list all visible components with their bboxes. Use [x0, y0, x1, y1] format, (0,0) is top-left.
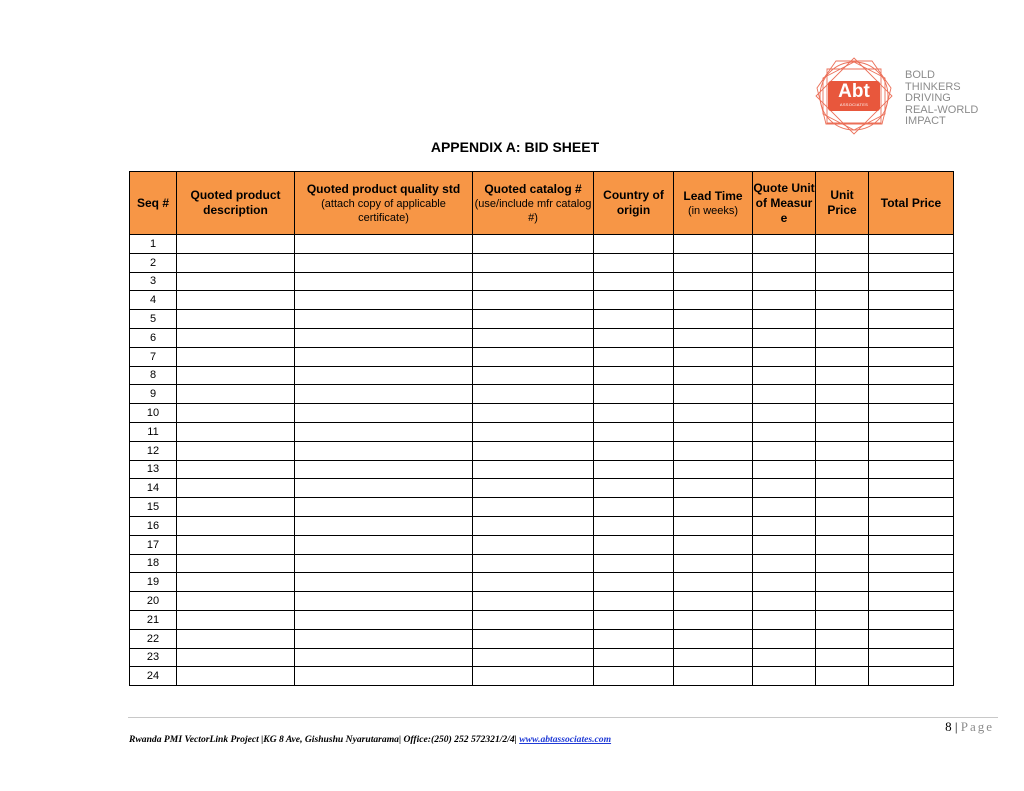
country-of-origin-cell[interactable]: [594, 291, 674, 310]
catalog-number-cell[interactable]: [473, 328, 594, 347]
unit-price-cell[interactable]: [816, 592, 869, 611]
total-price-cell[interactable]: [869, 554, 954, 573]
catalog-number-cell[interactable]: [473, 535, 594, 554]
lead-time-cell[interactable]: [674, 253, 753, 272]
lead-time-cell[interactable]: [674, 535, 753, 554]
unit-price-cell[interactable]: [816, 404, 869, 423]
table-row: [130, 235, 954, 254]
lead-time-cell[interactable]: [674, 272, 753, 291]
catalog-number-cell[interactable]: [473, 573, 594, 592]
unit-price-cell[interactable]: [816, 516, 869, 535]
total-price-cell[interactable]: [869, 498, 954, 517]
product-description-cell[interactable]: [177, 422, 295, 441]
total-price-cell[interactable]: [869, 253, 954, 272]
total-price-cell[interactable]: [869, 460, 954, 479]
unit-price-cell[interactable]: [816, 441, 869, 460]
total-price-cell[interactable]: [869, 592, 954, 611]
unit-price-cell[interactable]: [816, 291, 869, 310]
unit-of-measure-cell[interactable]: [753, 479, 816, 498]
table-row: [130, 310, 954, 329]
table-row: [130, 592, 954, 611]
seq-number-cell: 24: [130, 667, 177, 686]
catalog-number-cell[interactable]: [473, 310, 594, 329]
country-of-origin-cell[interactable]: [594, 498, 674, 517]
quality-std-cell[interactable]: [295, 385, 473, 404]
seq-number-cell: 3: [130, 272, 177, 291]
lead-time-cell[interactable]: [674, 404, 753, 423]
unit-of-measure-cell[interactable]: [753, 441, 816, 460]
table-row: [130, 291, 954, 310]
product-description-cell[interactable]: [177, 310, 295, 329]
lead-time-cell[interactable]: [674, 460, 753, 479]
lead-time-cell[interactable]: [674, 592, 753, 611]
country-of-origin-cell[interactable]: [594, 535, 674, 554]
product-description-cell[interactable]: [177, 498, 295, 517]
catalog-number-cell[interactable]: [473, 441, 594, 460]
product-description-cell[interactable]: [177, 328, 295, 347]
unit-price-cell[interactable]: [816, 498, 869, 517]
quality-std-cell[interactable]: [295, 498, 473, 517]
total-price-cell[interactable]: [869, 422, 954, 441]
product-description-cell[interactable]: [177, 592, 295, 611]
product-description-cell[interactable]: [177, 347, 295, 366]
total-price-cell[interactable]: [869, 272, 954, 291]
lead-time-cell[interactable]: [674, 554, 753, 573]
table-row: [130, 441, 954, 460]
quality-std-cell[interactable]: [295, 272, 473, 291]
unit-of-measure-cell[interactable]: [753, 385, 816, 404]
product-description-cell[interactable]: [177, 573, 295, 592]
catalog-number-cell[interactable]: [473, 592, 594, 611]
unit-price-cell[interactable]: [816, 235, 869, 254]
country-of-origin-cell[interactable]: [594, 422, 674, 441]
lead-time-cell[interactable]: [674, 235, 753, 254]
seq-number-cell: 4: [130, 291, 177, 310]
table-row: [130, 610, 954, 629]
header-unit-of-measure: Quote Unit of Measur e: [753, 172, 816, 235]
abt-wordmark: Abt ASSOCIATES: [828, 81, 880, 111]
quality-std-cell[interactable]: [295, 610, 473, 629]
seq-number-cell: 18: [130, 554, 177, 573]
seq-number-cell: 19: [130, 573, 177, 592]
seq-number-cell: 11: [130, 422, 177, 441]
unit-of-measure-cell[interactable]: [753, 629, 816, 648]
lead-time-cell[interactable]: [674, 328, 753, 347]
unit-of-measure-cell[interactable]: [753, 592, 816, 611]
catalog-number-cell[interactable]: [473, 498, 594, 517]
catalog-number-cell[interactable]: [473, 272, 594, 291]
unit-of-measure-cell[interactable]: [753, 573, 816, 592]
seq-number-cell: 12: [130, 441, 177, 460]
quality-std-cell[interactable]: [295, 667, 473, 686]
country-of-origin-cell[interactable]: [594, 235, 674, 254]
product-description-cell[interactable]: [177, 385, 295, 404]
catalog-number-cell[interactable]: [473, 516, 594, 535]
unit-price-cell[interactable]: [816, 366, 869, 385]
total-price-cell[interactable]: [869, 479, 954, 498]
quality-std-cell[interactable]: [295, 366, 473, 385]
footer-address: Rwanda PMI VectorLink Project |KG 8 Ave, Gishushu Nyarutarama| Office:(250) 252 572321/2/4|: [129, 734, 517, 745]
catalog-number-cell[interactable]: [473, 366, 594, 385]
quality-std-cell[interactable]: [295, 441, 473, 460]
product-description-cell[interactable]: [177, 516, 295, 535]
catalog-number-cell[interactable]: [473, 347, 594, 366]
total-price-cell[interactable]: [869, 310, 954, 329]
unit-of-measure-cell[interactable]: [753, 498, 816, 517]
product-description-cell[interactable]: [177, 404, 295, 423]
unit-of-measure-cell[interactable]: [753, 235, 816, 254]
product-description-cell[interactable]: [177, 648, 295, 667]
catalog-number-cell[interactable]: [473, 460, 594, 479]
seq-number-cell: 10: [130, 404, 177, 423]
lead-time-cell[interactable]: [674, 648, 753, 667]
footer-divider: [128, 717, 998, 718]
country-of-origin-cell[interactable]: [594, 328, 674, 347]
product-description-cell[interactable]: [177, 460, 295, 479]
unit-of-measure-cell[interactable]: [753, 404, 816, 423]
seq-number-cell: 5: [130, 310, 177, 329]
country-of-origin-cell[interactable]: [594, 592, 674, 611]
unit-price-cell[interactable]: [816, 385, 869, 404]
unit-of-measure-cell[interactable]: [753, 667, 816, 686]
seq-number-cell: 21: [130, 610, 177, 629]
catalog-number-cell[interactable]: [473, 385, 594, 404]
total-price-cell[interactable]: [869, 610, 954, 629]
table-row: [130, 479, 954, 498]
table-row: [130, 629, 954, 648]
quality-std-cell[interactable]: [295, 516, 473, 535]
country-of-origin-cell[interactable]: [594, 404, 674, 423]
country-of-origin-cell[interactable]: [594, 573, 674, 592]
lead-time-cell[interactable]: [674, 610, 753, 629]
catalog-number-cell[interactable]: [473, 253, 594, 272]
country-of-origin-cell[interactable]: [594, 610, 674, 629]
country-of-origin-cell[interactable]: [594, 366, 674, 385]
lead-time-cell[interactable]: [674, 516, 753, 535]
unit-of-measure-cell[interactable]: [753, 422, 816, 441]
country-of-origin-cell[interactable]: [594, 310, 674, 329]
lead-time-cell[interactable]: [674, 310, 753, 329]
tagline-line: THINKERS: [905, 80, 961, 93]
seq-number-cell: 9: [130, 385, 177, 404]
quality-std-cell[interactable]: [295, 253, 473, 272]
tagline-line: DRIVING: [905, 92, 951, 104]
unit-of-measure-cell[interactable]: [753, 516, 816, 535]
table-row: [130, 535, 954, 554]
quality-std-cell[interactable]: [295, 592, 473, 611]
product-description-cell[interactable]: [177, 667, 295, 686]
tagline-line: REAL-WORLD: [905, 103, 979, 116]
country-of-origin-cell[interactable]: [594, 441, 674, 460]
total-price-cell[interactable]: [869, 385, 954, 404]
seq-number-cell: 2: [130, 253, 177, 272]
unit-of-measure-cell[interactable]: [753, 535, 816, 554]
quality-std-cell[interactable]: [295, 422, 473, 441]
seq-number-cell: 16: [130, 516, 177, 535]
table-row: [130, 498, 954, 517]
quality-std-cell[interactable]: [295, 479, 473, 498]
table-row: [130, 667, 954, 686]
header-quality-std: Quoted product quality std (attach copy of applicable certificate): [295, 172, 473, 235]
page-label: Page: [960, 719, 994, 734]
unit-price-cell[interactable]: [816, 479, 869, 498]
abt-associates-logo: [812, 56, 1012, 136]
catalog-number-cell[interactable]: [473, 404, 594, 423]
quality-std-cell[interactable]: [295, 235, 473, 254]
total-price-cell[interactable]: [869, 516, 954, 535]
quality-std-cell[interactable]: [295, 629, 473, 648]
unit-of-measure-cell[interactable]: [753, 310, 816, 329]
seq-number-cell: 1: [130, 235, 177, 254]
table-row: [130, 404, 954, 423]
country-of-origin-cell[interactable]: [594, 253, 674, 272]
unit-of-measure-cell[interactable]: [753, 648, 816, 667]
page-number-separator: |: [954, 719, 958, 734]
table-row: [130, 573, 954, 592]
catalog-number-cell[interactable]: [473, 554, 594, 573]
header-unit-price: Unit Price: [816, 172, 869, 235]
country-of-origin-cell[interactable]: [594, 648, 674, 667]
catalog-number-cell[interactable]: [473, 648, 594, 667]
country-of-origin-cell[interactable]: [594, 516, 674, 535]
catalog-number-cell[interactable]: [473, 422, 594, 441]
unit-price-cell[interactable]: [816, 347, 869, 366]
lead-time-cell[interactable]: [674, 573, 753, 592]
logo-tagline: [905, 70, 978, 128]
page-number-value: 8: [945, 719, 952, 734]
tagline-line: IMPACT: [905, 115, 946, 127]
seq-number-cell: 20: [130, 592, 177, 611]
unit-of-measure-cell[interactable]: [753, 460, 816, 479]
unit-of-measure-cell[interactable]: [753, 347, 816, 366]
lead-time-cell[interactable]: [674, 498, 753, 517]
page-number: [945, 719, 994, 735]
header-catalog-number: Quoted catalog # (use/include mfr catalog #): [473, 172, 594, 235]
product-description-cell[interactable]: [177, 441, 295, 460]
country-of-origin-cell[interactable]: [594, 385, 674, 404]
unit-price-cell[interactable]: [816, 554, 869, 573]
quality-std-cell[interactable]: [295, 328, 473, 347]
header-product-description: Quoted product description: [177, 172, 295, 235]
unit-price-cell[interactable]: [816, 310, 869, 329]
lead-time-cell[interactable]: [674, 629, 753, 648]
catalog-number-cell[interactable]: [473, 610, 594, 629]
unit-of-measure-cell[interactable]: [753, 253, 816, 272]
product-description-cell[interactable]: [177, 535, 295, 554]
table-row: [130, 272, 954, 291]
product-description-cell[interactable]: [177, 610, 295, 629]
total-price-cell[interactable]: [869, 291, 954, 310]
unit-price-cell[interactable]: [816, 328, 869, 347]
table-row: [130, 366, 954, 385]
product-description-cell[interactable]: [177, 554, 295, 573]
unit-of-measure-cell[interactable]: [753, 366, 816, 385]
header-total-price: Total Price: [869, 172, 954, 235]
unit-price-cell[interactable]: [816, 253, 869, 272]
country-of-origin-cell[interactable]: [594, 554, 674, 573]
quality-std-cell[interactable]: [295, 460, 473, 479]
table-row: [130, 554, 954, 573]
product-description-cell[interactable]: [177, 629, 295, 648]
total-price-cell[interactable]: [869, 629, 954, 648]
catalog-number-cell[interactable]: [473, 479, 594, 498]
country-of-origin-cell[interactable]: [594, 667, 674, 686]
seq-number-cell: 22: [130, 629, 177, 648]
total-price-cell[interactable]: [869, 328, 954, 347]
lead-time-cell[interactable]: [674, 667, 753, 686]
product-description-cell[interactable]: [177, 479, 295, 498]
total-price-cell[interactable]: [869, 441, 954, 460]
total-price-cell[interactable]: [869, 366, 954, 385]
unit-of-measure-cell[interactable]: [753, 554, 816, 573]
quality-std-cell[interactable]: [295, 404, 473, 423]
table-row: [130, 516, 954, 535]
product-description-cell[interactable]: [177, 366, 295, 385]
unit-price-cell[interactable]: [816, 610, 869, 629]
lead-time-cell[interactable]: [674, 422, 753, 441]
country-of-origin-cell[interactable]: [594, 347, 674, 366]
seq-number-cell: 17: [130, 535, 177, 554]
quality-std-cell[interactable]: [295, 347, 473, 366]
seq-number-cell: 8: [130, 366, 177, 385]
quality-std-cell[interactable]: [295, 648, 473, 667]
product-description-cell[interactable]: [177, 253, 295, 272]
lead-time-cell[interactable]: [674, 366, 753, 385]
table-row: [130, 460, 954, 479]
bid-sheet-table: [129, 171, 954, 686]
header-seq: Seq #: [130, 172, 177, 235]
lead-time-cell[interactable]: [674, 291, 753, 310]
table-row: [130, 648, 954, 667]
catalog-number-cell[interactable]: [473, 629, 594, 648]
total-price-cell[interactable]: [869, 667, 954, 686]
unit-of-measure-cell[interactable]: [753, 291, 816, 310]
lead-time-cell[interactable]: [674, 385, 753, 404]
product-description-cell[interactable]: [177, 291, 295, 310]
unit-of-measure-cell[interactable]: [753, 610, 816, 629]
table-header-row: [130, 172, 954, 235]
seq-number-cell: 13: [130, 460, 177, 479]
total-price-cell[interactable]: [869, 404, 954, 423]
seq-number-cell: 15: [130, 498, 177, 517]
unit-price-cell[interactable]: [816, 460, 869, 479]
table-row: [130, 328, 954, 347]
total-price-cell[interactable]: [869, 535, 954, 554]
lead-time-cell[interactable]: [674, 479, 753, 498]
country-of-origin-cell[interactable]: [594, 479, 674, 498]
product-description-cell[interactable]: [177, 235, 295, 254]
unit-price-cell[interactable]: [816, 535, 869, 554]
header-lead-time: Lead Time (in weeks): [674, 172, 753, 235]
product-description-cell[interactable]: [177, 272, 295, 291]
footer-address-line: [129, 734, 611, 745]
seq-number-cell: 14: [130, 479, 177, 498]
table-row: [130, 347, 954, 366]
unit-price-cell[interactable]: [816, 422, 869, 441]
total-price-cell[interactable]: [869, 347, 954, 366]
lead-time-cell[interactable]: [674, 441, 753, 460]
unit-price-cell[interactable]: [816, 667, 869, 686]
catalog-number-cell[interactable]: [473, 667, 594, 686]
total-price-cell[interactable]: [869, 573, 954, 592]
seq-number-cell: 6: [130, 328, 177, 347]
tagline-line: BOLD: [905, 69, 935, 81]
country-of-origin-cell[interactable]: [594, 460, 674, 479]
table-row: [130, 253, 954, 272]
total-price-cell[interactable]: [869, 648, 954, 667]
quality-std-cell[interactable]: [295, 554, 473, 573]
table-row: [130, 385, 954, 404]
quality-std-cell[interactable]: [295, 291, 473, 310]
header-country-of-origin: Country of origin: [594, 172, 674, 235]
quality-std-cell[interactable]: [295, 535, 473, 554]
quality-std-cell[interactable]: [295, 310, 473, 329]
table-row: [130, 422, 954, 441]
unit-price-cell[interactable]: [816, 629, 869, 648]
page-title: APPENDIX A: BID SHEET: [430, 139, 600, 155]
unit-of-measure-cell[interactable]: [753, 328, 816, 347]
total-price-cell[interactable]: [869, 235, 954, 254]
table-body: [130, 235, 954, 686]
unit-of-measure-cell[interactable]: [753, 272, 816, 291]
abt-seal-emblem: [812, 56, 897, 136]
country-of-origin-cell[interactable]: [594, 629, 674, 648]
seq-number-cell: 7: [130, 347, 177, 366]
lead-time-cell[interactable]: [674, 347, 753, 366]
unit-price-cell[interactable]: [816, 648, 869, 667]
catalog-number-cell[interactable]: [473, 235, 594, 254]
country-of-origin-cell[interactable]: [594, 272, 674, 291]
catalog-number-cell[interactable]: [473, 291, 594, 310]
seq-number-cell: 23: [130, 648, 177, 667]
unit-price-cell[interactable]: [816, 272, 869, 291]
website-link[interactable]: www.abtassociates.com: [519, 734, 612, 745]
quality-std-cell[interactable]: [295, 573, 473, 592]
unit-price-cell[interactable]: [816, 573, 869, 592]
